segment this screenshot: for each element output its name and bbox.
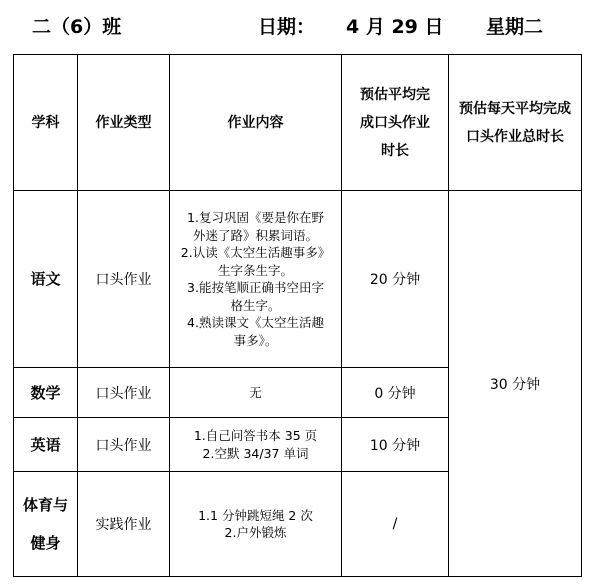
document-header <box>0 0 591 50</box>
header-estimated-time-line: 成口头作业 <box>360 114 430 131</box>
header-estimated-time <box>342 55 449 191</box>
subject-cell <box>14 191 78 368</box>
class-label: 二（6）班 <box>32 16 122 38</box>
header-total-time-line: 预估每天平均完成 <box>459 100 571 117</box>
content-line: 外迷了路》积累词语。 <box>192 227 318 243</box>
estimated-time-cell: 10 分钟 <box>342 418 449 472</box>
date-value: 4 月 29 日 <box>346 16 444 38</box>
content-line: 事多》。 <box>233 332 278 348</box>
homework-type-cell: 口头作业 <box>78 418 170 472</box>
subject-label: 健身 <box>30 534 61 552</box>
table-row <box>14 191 582 368</box>
header-estimated-time-line: 时长 <box>381 142 409 159</box>
subject-label: 体育与 <box>22 496 68 514</box>
homework-type-cell: 口头作业 <box>78 368 170 418</box>
content-line: 2.空默 34/37 单词 <box>202 445 309 461</box>
weekday-label: 星期二 <box>486 16 544 38</box>
homework-type-cell: 口头作业 <box>78 191 170 368</box>
subject-cell <box>14 472 78 577</box>
homework-table <box>13 54 582 577</box>
date-label: 日期： <box>258 16 316 38</box>
header-total-time-line: 口头作业总时长 <box>466 128 564 145</box>
homework-content-cell <box>170 418 342 472</box>
content-line: 2.认读《太空生活趣事多》 <box>180 245 331 260</box>
subject-label: 数学 <box>30 383 61 402</box>
table-header-row <box>14 55 582 191</box>
estimated-time-cell: 0 分钟 <box>342 368 449 418</box>
content-line: 1.1 分钟跳短绳 2 次 <box>198 507 313 523</box>
homework-content-cell <box>170 368 342 418</box>
header-estimated-time-line: 预估平均完 <box>360 86 430 103</box>
content-line: 无 <box>249 384 262 400</box>
subject-label: 英语 <box>30 435 61 454</box>
header-homework-type: 作业类型 <box>78 55 170 191</box>
header-homework-content: 作业内容 <box>170 55 342 191</box>
homework-content-cell <box>170 191 342 368</box>
header-total-daily-time <box>449 55 582 191</box>
total-time-cell: 30 分钟 <box>449 191 582 577</box>
content-line: 1.复习巩固《要是你在野 <box>187 210 324 225</box>
homework-type-cell: 实践作业 <box>78 472 170 577</box>
content-line: 2.户外锻炼 <box>224 525 287 540</box>
content-line: 生字条生字。 <box>217 262 293 278</box>
header-subject: 学科 <box>14 55 78 191</box>
content-line: 3.能按笔顺正确书空田字 <box>187 280 324 295</box>
homework-content-cell <box>170 472 342 577</box>
estimated-time-cell: 20 分钟 <box>342 191 449 368</box>
subject-cell <box>14 418 78 472</box>
subject-cell <box>14 368 78 418</box>
subject-label: 语文 <box>30 270 61 288</box>
content-line: 1.自己问答书本 35 页 <box>193 428 318 443</box>
content-line: 格生字。 <box>230 297 281 313</box>
estimated-time-cell: / <box>342 472 449 577</box>
content-line: 4.熟读课文《太空生活趣 <box>187 315 324 330</box>
